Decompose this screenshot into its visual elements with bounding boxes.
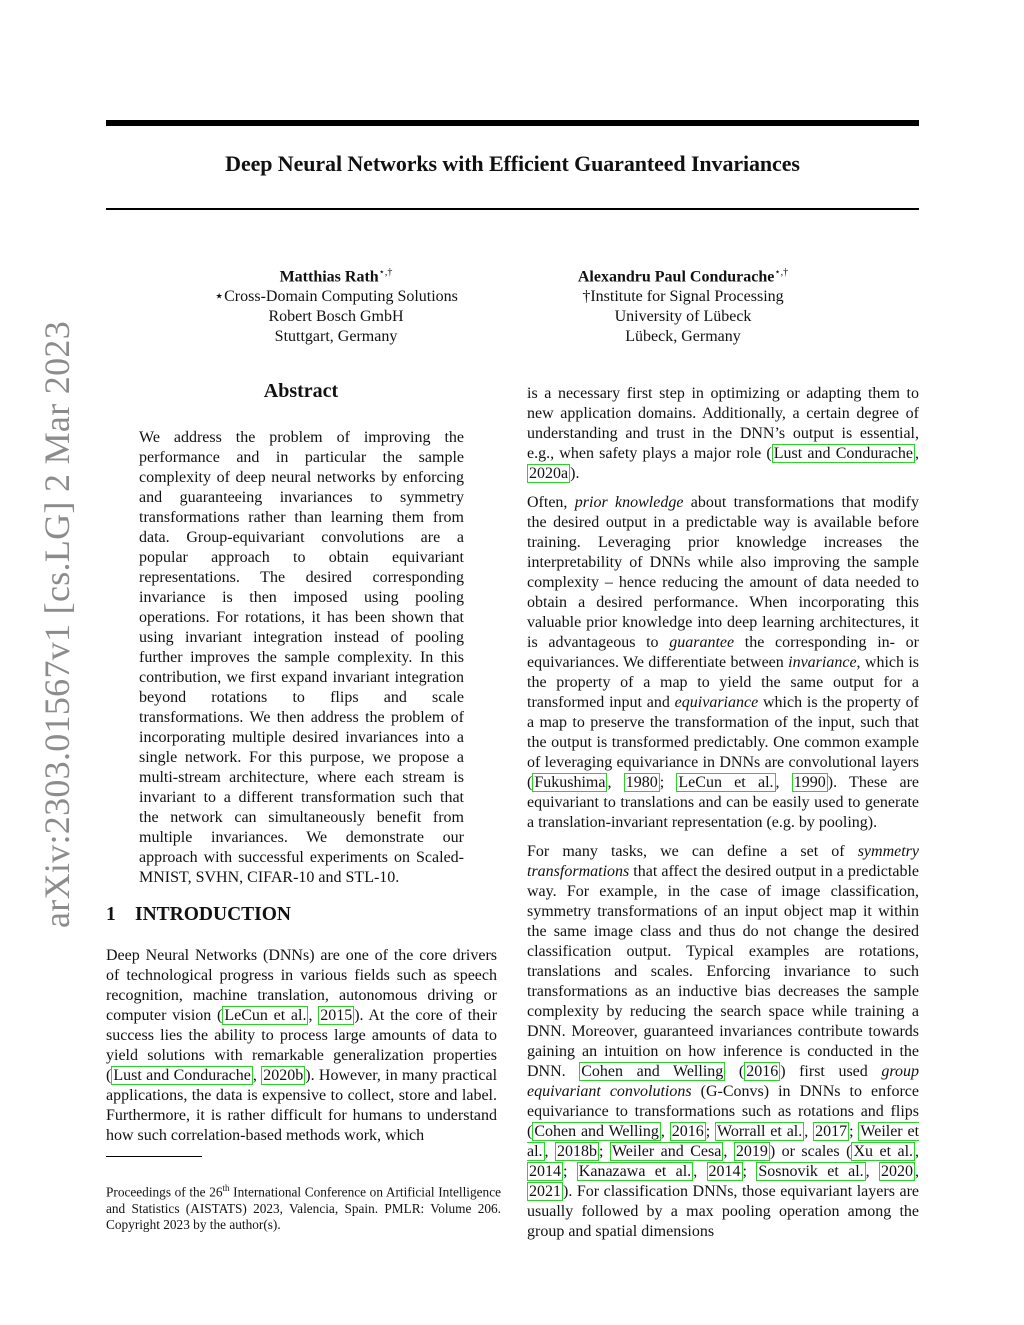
title-bottom-rule [106,208,919,210]
citation-link[interactable]: LeCun et al. [678,774,774,791]
intro-paragraph: Deep Neural Networks (DNNs) are one of the core drivers of technological progress in various fields such as speech recognition, machine translation, autonomous driving or computer vision ( LeCun et al. , 2015 ). At the core of their success lies the ability to process large amounts of data to yield solutions with remarkable generalization properties ( Lust and Condurache , 2020b ). However, in many practical applications, the data is expensive to collect, store and label. Furthermore, it is rather difficult for humans to understand how such correlation-based methods work, which [106,947,498,1144]
citation-link[interactable]: Sosnovik et al. [758,1163,864,1180]
citation-link[interactable]: 2021 [529,1183,561,1200]
citation-link[interactable]: 2017 [815,1123,848,1140]
citation-link[interactable]: Xu et al. [853,1143,914,1160]
citation-link[interactable]: 2015 [320,1007,353,1024]
section-heading: 1 INTRODUCTION [106,904,292,925]
intro-left-column [106,946,497,1146]
author-name: Alexandru Paul Condurache⋆,† [577,267,789,286]
citation-link[interactable]: Cohen and Welling [581,1063,724,1080]
citation-link[interactable]: 2019 [735,1143,768,1160]
citation-link[interactable]: 2016 [746,1063,779,1080]
author-affiliation: Lübeck, Germany [625,328,741,346]
author-affiliation: †Institute for Signal Processing [582,288,784,306]
citation-link[interactable]: Worrall et al. [717,1123,803,1140]
citation-link[interactable]: 2018b [557,1143,598,1160]
abstract-body [139,428,464,888]
abstract-text: We address the problem of improving the performance and in particular the sample complexity of deep neural networks by enforcing and guaranteeing invariances to symmetry transformations rather than learning them from data. Group-equivariant convolutions are a popular approach to obtain equivariant representations. The desired corresponding invariance is then imposed using pooling operations. For rotations, it has been shown that using invariant integration instead of pooling further improves the sample complexity. In this contribution, we first expand invariant integration beyond rotations to flips and scale transformations. We then address the problem of incorporating multiple desired invariances into a single network. For this purpose, we propose a multi-stream architecture, where each stream is invariant to a different transformation such that the network can simultaneously benefit from multiple invariances. We demonstrate our approach with successful experiments on Scaled-MNIST, SVHN, CIFAR-10 and STL-10. [139,429,464,886]
author-block-1 [176,263,496,347]
citation-link[interactable]: Weiler and Cesa [611,1143,722,1160]
paper-title: Deep Neural Networks with Efficient Guaranteed Invariances [225,151,800,176]
citation-link[interactable]: Weiler et al. [527,1123,920,1160]
title-top-rule [106,120,919,126]
footnote-rule [106,1156,202,1157]
citation-link[interactable]: 2020b [263,1067,304,1084]
author-block-2 [523,263,843,347]
author-affiliation: Robert Bosch GmbH [268,308,404,326]
citation-link[interactable]: 2020a [529,465,569,482]
citation-link[interactable]: 2020 [881,1163,914,1180]
right-paragraph-3: For many tasks, we can define a set of symmetry transformations that affect the desired output in a predictable way. For example, in the case of image classification, symmetry transformations of an input object map it within the same image class and thus do not change the desired classification output. Typical examples are rotations, translations and scales. Enforcing invariance to such transformations as an inductive bias decreases the sample complexity by reducing the search space while training a DNN. Moreover, guaranteed invariances contribute towards gaining an intuition on how inference is conducted in the DNN. Cohen and Welling ( 2016 ) first used group equivariant convolutions (G-Convs) in DNNs to enforce equivariance to transformations such as rotations and flips ( Cohen and Welling , 2016 ; Worrall et al. , 2017 ; Weiler et al. , 2018b ; Weiler and Cesa , 2019 ) or scales ( Xu et al. , 2014 ; Kanazawa et al. , 2014 ; Sosnovik et al. , 2020 , 2021 ). For classification DNNs, those equivariant layers are usually followed by a max pooling operation among the group and spatial dimensions [527,843,920,1240]
author-affiliation: Stuttgart, Germany [274,328,398,346]
citation-link[interactable]: Lust and Condurache [113,1067,251,1084]
citation-link[interactable]: 1980 [625,774,658,791]
citation-link[interactable]: LeCun et al. [224,1007,307,1024]
right-paragraph-1: is a necessary first step in optimizing or adapting them to new application domains. Additionally, a certain degree of understanding and trust in the DNN’s output is essential, e.g., when safety plays a major role ( Lust and Condurache , 2020a ). [527,385,919,482]
right-column [527,384,919,1242]
right-paragraph-2: Often, prior knowledge about transformations that modify the desired output in a predictable way is available before training. Leveraging prior knowledge increases the interpretability of DNNs while also improving the sample complexity – hence reducing the amount of data needed to obtain a desired performance. When incorporating this valuable prior knowledge into deep learning architectures, it is advantageous to guarantee the corresponding in- or equivariances. We differentiate between invariance, which is the property of a map to yield the same output for a transformed input and equivariance which is the property of a map to preserve the transformation of the input, such that the output is transformed predictably. One common example of leveraging equivariance in DNNs are convolutional layers ( Fukushima , 1980 ; LeCun et al. , 1990 ). These are equivariant to translations and can be easily used to generate a translation-invariant representation (e.g. by pooling). [527,494,920,831]
author-affiliation: University of Lübeck [614,308,752,326]
footnote: Proceedings of the 26th International Conference on Artificial Intelligence and Statistics (AISTATS) 2023, Valencia, Spain. PMLR: Volume 206. Copyright 2023 by the author(s). [106,1183,501,1233]
citation-link[interactable]: Lust and Condurache [773,445,913,462]
author-name: Matthias Rath⋆,† [279,267,393,286]
citation-link[interactable]: Cohen and Welling [534,1123,659,1140]
citation-link[interactable]: Kanazawa et al. [578,1163,692,1180]
arxiv-stamp: arXiv:2303.01567v1 [cs.LG] 2 Mar 2023 [37,321,77,928]
citation-link[interactable]: Fukushima [534,774,606,791]
citation-link[interactable]: 2014 [529,1163,561,1180]
citation-link[interactable]: 1990 [793,774,826,791]
abstract-heading: Abstract [263,380,339,402]
author-affiliation: ⋆Cross-Domain Computing Solutions [214,288,458,306]
citation-link[interactable]: 2016 [671,1123,704,1140]
citation-link[interactable]: 2014 [708,1163,741,1180]
